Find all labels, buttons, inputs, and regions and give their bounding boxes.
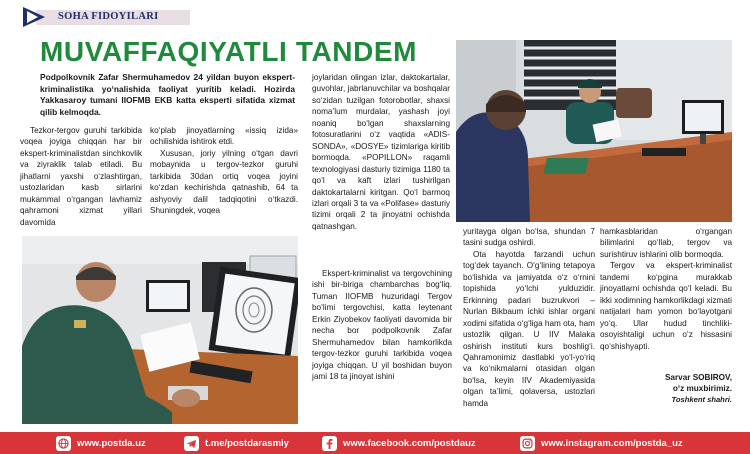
footer-website-text: www.postda.uz (77, 438, 146, 449)
photo-expert-at-computer (22, 236, 298, 424)
globe-icon (56, 436, 71, 451)
paragraph: Tergov va ekspert-kriminalist tandemi ko‘pgina murakkab jinoyatlarni ochishda qo‘l keladi. Bu ikki xodimning hamkorlikdagi xizmati natijalari ham yomon bo‘layotgani yo‘q. Ular hudud tinchliki-osoyishtaligi uchun o‘z hissasini qo‘shishyapti. (600, 261, 732, 351)
text-column-5 (600, 226, 732, 352)
text-column-4 (463, 226, 595, 409)
section-rubric (22, 6, 190, 28)
footer-instagram-link[interactable] (520, 436, 683, 451)
author-place: Toshkent shahri. (671, 395, 732, 404)
paragraph: hamkasblaridan o‘rgangan bilimlarini qo‘llab, tergov va surishtiruv ishlarini olib bormoqda. (600, 227, 732, 259)
paragraph: yuritayga olgan bo‘lsa, shundan 7 tasini sudga oshirdi. (463, 227, 595, 248)
footer-instagram-text: www.instagram.com/postda_uz (541, 438, 683, 449)
text-column-3 (312, 72, 450, 232)
article-lead: Podpolkovnik Zafar Shermuhamedov 24 yildan buyon ekspert-kriminalistika yo‘nalishida faoliyat yuritib keladi. Hozirda Yakkasaroy tumani IIOFMB EKB katta eksperti sifatida xizmat qilib kelmoqda. (40, 72, 295, 117)
text-column-3-lower (312, 268, 452, 383)
author-name: Sarvar SOBIROV, (664, 373, 732, 382)
footer-facebook-link[interactable] (322, 436, 476, 451)
photo-office-interview (456, 40, 732, 222)
instagram-icon (520, 436, 535, 451)
paragraph: joylaridan olingan izlar, daktokartalar, guvohlar, jabrlanuvchilar va boshqalar so‘zidan tuzilgan fotorobotlar, shaxsi noma’lum murdalar, yashash joyi noaniq bo‘lgan shaxslarning fotosuratlarini o‘z vaqtida «ADIS-SONDA», «DOSYE» tizimlariga kiritib bormoqda. «POPILLON» raqamli texnologiyasi dasturiy tizimiga 1180 ta qo‘l va kaft izlari tushirilgan daktokartalarni kiritgan. Qo‘l barmoq izlari orqali 3 ta va «Polifase» dasturiy tizimi orqali 2 ta jinoyatni ochishda qatnashgan. (312, 73, 450, 231)
article-headline: MUVAFFAQIYATLI TANDEM (40, 36, 418, 67)
rubric-label: SOHA FIDOYILARI (58, 11, 159, 22)
paragraph: Ota hayotda farzandi uchun tog‘dek tayanch. O‘g‘lining tetapoya bo‘lishida va jamiyatda o‘z o‘rnini topishida yo‘lchi yulduzidir. Erkinning padari buzrukvori – Nurlan Bikbaum ichki ishlar organi xodimi sifatida o‘g‘liga ham ota, ham ustozlik qilgan. U IIV Malaka oshirish instituti kurs boshlig‘i. Qahramonimiz dastlabki yo‘l-yo‘riq va ko‘nikmalarni otasidan olgan bo‘lsa, keyin IIV Akademiyasida olgan ta’limi, qolaversa, ustozlari hamda (463, 249, 595, 408)
paragraph: ko‘plab jinoyatlarning «issiq izida» ochilishida ishtirok etdi. (150, 126, 298, 147)
footer-website-link[interactable] (56, 436, 146, 451)
footer-bar (0, 432, 750, 454)
text-column-2 (150, 125, 298, 217)
facebook-icon (322, 436, 337, 451)
author-role: o‘z muxbirimiz. (672, 384, 732, 393)
text-column-1 (20, 125, 142, 228)
footer-telegram-link[interactable] (184, 436, 289, 451)
paragraph: Ekspert-kriminalist va tergovchining ishi bir-biriga chambarchas bog‘liq. Tuman IIOFMB huzuridagi Tergov bo‘limi tergovchisi, katta leytenant Erkin Ziyobekov faoliyati davomida bir necha bor podpolkovnik Zafar Shermuhamedov bilan hamkorlikda tergov-tezkor guruhi tarkibida voqea joyiga chiqqan. U yil boshidan buyon jami 18 ta jinoyat ishini (312, 269, 452, 382)
paragraph: Tezkor-tergov guruhi tarkibida voqea joyiga chiqqan har bir ekspert-kriminalistdan sinchkovlik va ziyraklik talab etiladi. Bu jihatlarni yaxshi o‘zlashtirgan, ustozlaridan kasb sirlarini mukammal o‘rgangan lavhamiz qahramoni xizmat yillari davomida (20, 126, 142, 227)
footer-facebook-text: www.facebook.com/postdauz (343, 438, 476, 449)
author-signature (600, 372, 732, 405)
paragraph: Xususan, joriy yilning o‘tgan davri mobaynida u tergov-tezkor guruhi tarkibida 30dan ortiq voqea joyini ko‘zdan kechirishda qatnashib, 64 ta ashyoviy dalil tadqiqotini o‘tkazdi. Shuningdek, voqea (150, 148, 298, 216)
footer-telegram-text: t.me/postdarasmiy (205, 438, 289, 449)
telegram-icon (184, 436, 199, 451)
rubric-triangle-icon (22, 6, 46, 28)
